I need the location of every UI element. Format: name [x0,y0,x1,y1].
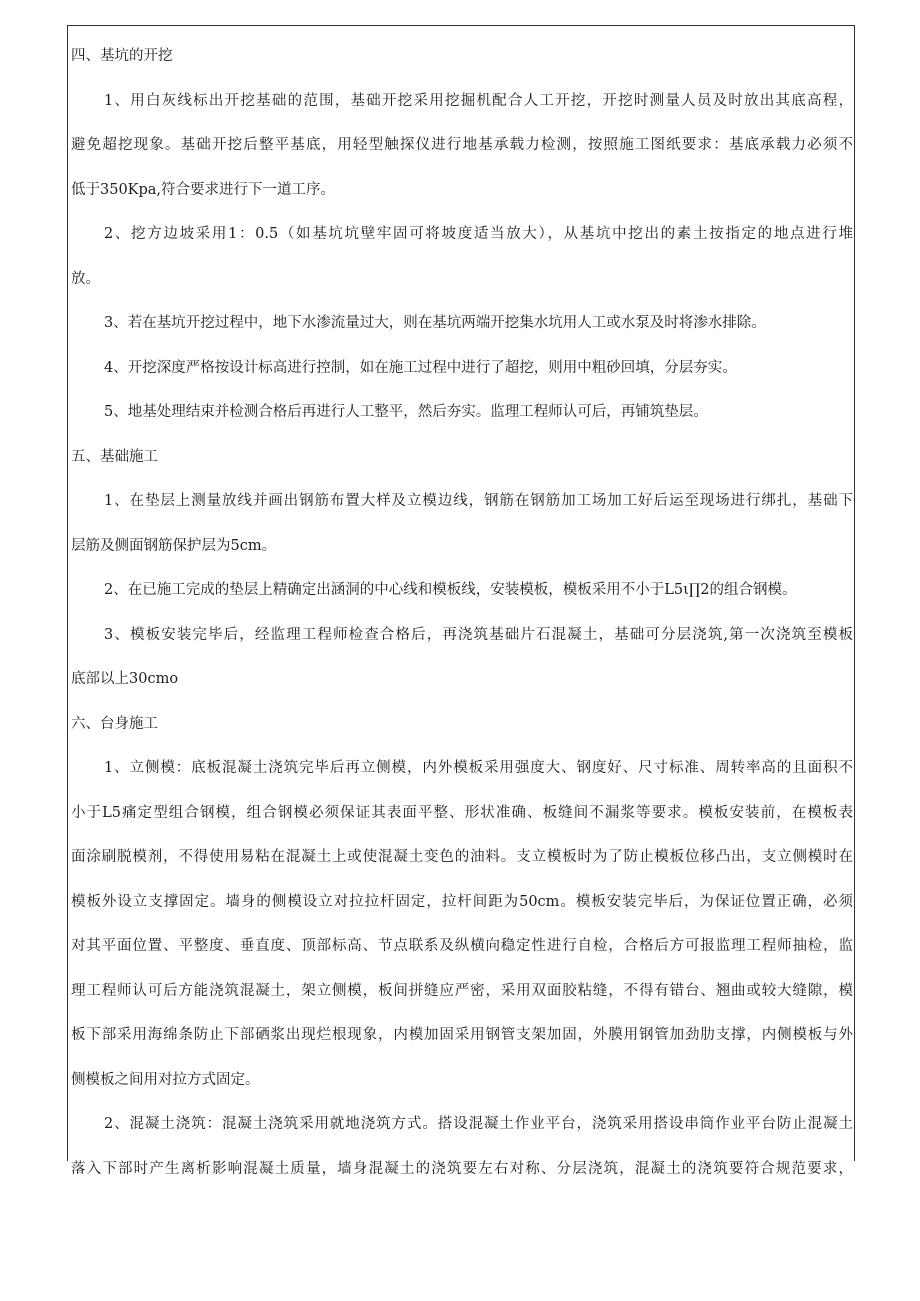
paragraph-line: 放。 [71,270,100,287]
paragraph-line: 小于L5痛定型组合钢模，组合钢模必须保证其表面平整、形状准确、板缝间不漏浆等要求。模板安装前，在模板表 [71,804,853,821]
paragraph-line: 板下部采用海绵条防止下部硒浆出现烂根现象，内模加固采用钢管支架加固，外膜用钢管加劲肋支撑，内侧模板与外 [71,1027,853,1043]
paragraph-line: 面涂刷脱模剂，不得使用易粘在混凝土上或使混凝土变色的油料。支立模板时为了防止模板位移凸出，支立侧模时在 [71,849,853,865]
paragraph-line: 2、在已施工完成的垫层上精确定出涵洞的中心线和模板线，安装模板，模板采用不小于L5ι∏2的组合钢模。 [104,582,797,598]
section-heading-4: 四、基坑的开挖 [71,48,173,64]
paragraph-line: 落入下部时产生离析影响混凝土质量，墙身混凝土的浇筑要左右对称、分层浇筑，混凝土的浇筑要符合规范要求， [71,1160,853,1177]
paragraph-line: 低于350Kpa,符合要求进行下一道工序。 [71,181,336,198]
paragraph-line: 1、立侧模：底板混凝土浇筑完毕后再立侧模，内外模板采用强度大、钢度好、尺寸标准、周转率高的且面积不 [104,760,853,776]
paragraph-line: 对其平面位置、平整度、垂直度、顶部标高、节点联系及纵横向稳定性进行自检，合格后方可报监理工程师抽检，监 [71,938,853,954]
section-heading-5: 五、基础施工 [71,448,158,465]
paragraph-line: 模板外设立支撑固定。墙身的侧模设立对拉拉杆固定，拉杆间距为50cm。模板安装完毕后，为保证位置正确，必须 [71,893,853,910]
paragraph-line: 4、开挖深度严格按设计标高进行控制，如在施工过程中进行了超挖，则用中粗砂回填，分层夯实。 [104,359,737,376]
paragraph-line: 3、若在基坑开挖过程中，地下水渗流量过大，则在基坑两端开挖集水坑用人工或水泵及时将渗水排除。 [104,315,766,331]
document-body [71,34,853,1191]
paragraph-line: 理工程师认可后方能浇筑混凝土，架立侧模，板间拼缝应严密，采用双面胶粘缝，不得有错台、翘曲或较大缝隙，模 [71,982,853,999]
paragraph-line: 2、混凝土浇筑：混凝土浇筑采用就地浇筑方式。搭设混凝土作业平台，浇筑采用搭设串筒作业平台防止混凝土 [104,1116,853,1132]
paragraph-line: 侧模板之间用对拉方式固定。 [71,1071,260,1088]
paragraph-line: 层筋及侧面钢筋保护层为5cm。 [71,537,277,554]
paragraph-line: 3、模板安装完毕后，经监理工程师检查合格后，再浇筑基础片石混凝土，基础可分层浇筑,第一次浇筑至模板 [104,626,853,643]
paragraph-line: 2、挖方边坡采用1：0.5（如基坑坑壁牢固可将坡度适当放大），从基坑中挖出的素土按指定的地点进行堆 [104,226,853,242]
paragraph-line: 1、在垫层上测量放线并画出钢筋布置大样及立模边线，钢筋在钢筋加工场加工好后运至现场进行绑扎，基础下 [104,493,853,509]
paragraph-line: 5、地基处理结束并检测合格后再进行人工整平，然后夯实。监理工程师认可后，再铺筑垫层。 [104,404,708,420]
paragraph-line: 避免超挖现象。基础开挖后整平基底，用轻型触探仪进行地基承载力检测，按照施工图纸要求：基底承载力必须不 [71,137,853,153]
paragraph-line: 1、用白灰线标出开挖基础的范围，基础开挖采用挖掘机配合人工开挖，开挖时测量人员及时放出其底高程， [104,92,853,109]
section-heading-6: 六、台身施工 [71,715,158,732]
paragraph-line: 底部以上30cmo [71,671,179,687]
